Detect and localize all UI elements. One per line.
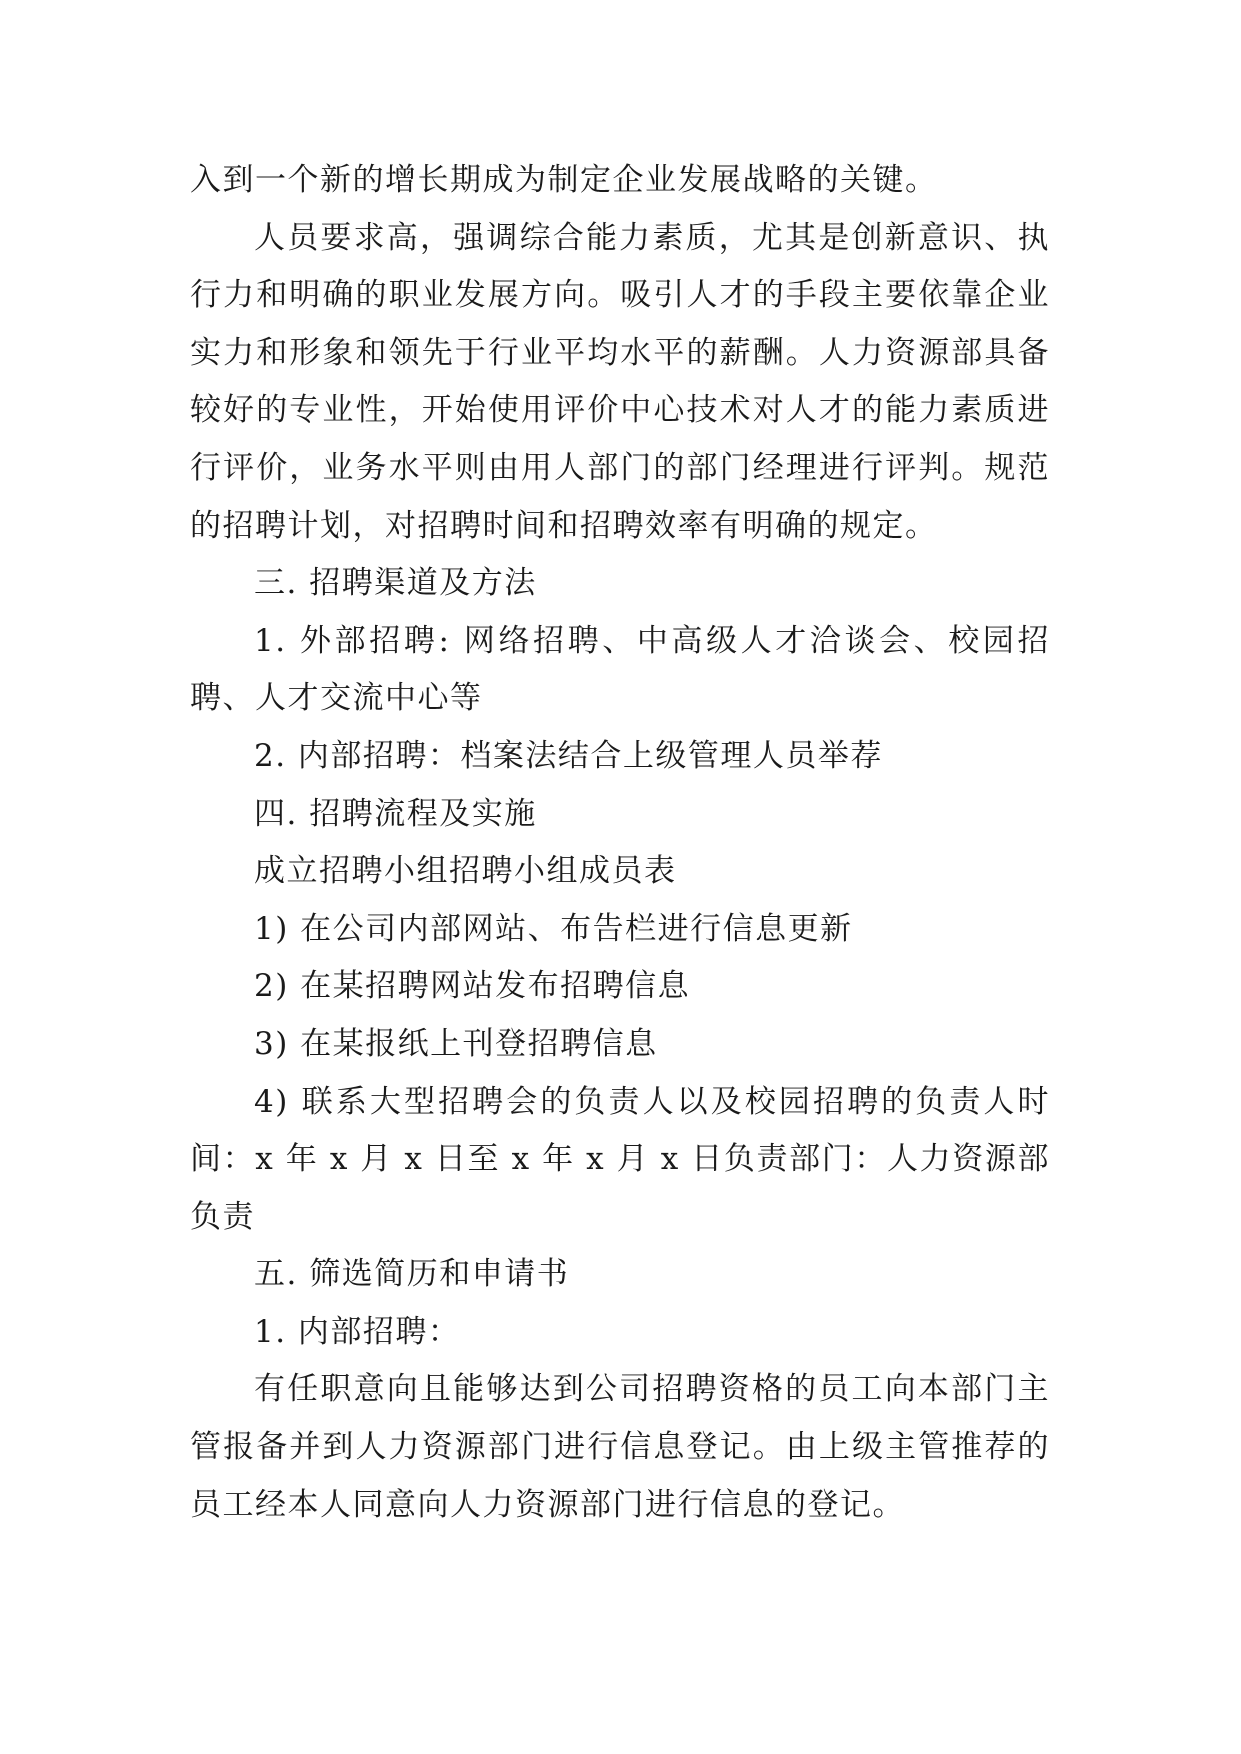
list-item: 2) 在某招聘网站发布招聘信息 <box>254 968 691 1005</box>
paragraph: 成立招聘小组招聘小组成员表 <box>254 853 677 890</box>
section-heading: 三. 招聘渠道及方法 <box>254 565 537 602</box>
paragraph: 人员要求高，强调综合能力素质，尤其是创新意识、执行力和明确的职业发展方向。吸引人才的手段主要依靠企业实力和形象和领先于行业平均水平的薪酬。人力资源部具备较好的专业性，开始使用评价中心技术对人才的能力素质进行评价，业务水平则由用人部门的部门经理进行评判。规范的招聘计划，对招聘时间和招聘效率有明确的规定。 <box>190 219 1050 544</box>
section-heading: 四. 招聘流程及实施 <box>254 795 537 832</box>
paragraph: 入到一个新的增长期成为制定企业发展战略的关键。 <box>190 162 938 198</box>
section-heading: 五. 筛选简历和申请书 <box>254 1256 570 1293</box>
list-item: 1) 在公司内部网站、布告栏进行信息更新 <box>254 910 853 947</box>
list-item: 4) 联系大型招聘会的负责人以及校园招聘的负责人时间：x 年 x 月 x 日至 x 年 x 月 x 日负责部门：人力资源部负责 <box>190 1083 1050 1235</box>
paragraph: 有任职意向且能够达到公司招聘资格的员工向本部门主管报备并到人力资源部门进行信息登记。由上级主管推荐的员工经本人同意向人力资源部门进行信息的登记。 <box>190 1371 1050 1523</box>
list-item: 2. 内部招聘：档案法结合上级管理人员举荐 <box>254 737 883 774</box>
list-item: 1. 内部招聘： <box>254 1313 461 1350</box>
list-item: 1. 外部招聘: 网络招聘、中高级人才洽谈会、校园招聘、人才交流中心等 <box>190 622 1050 717</box>
list-item: 3) 在某报纸上刊登招聘信息 <box>254 1025 658 1062</box>
document-body <box>190 152 1050 1534</box>
